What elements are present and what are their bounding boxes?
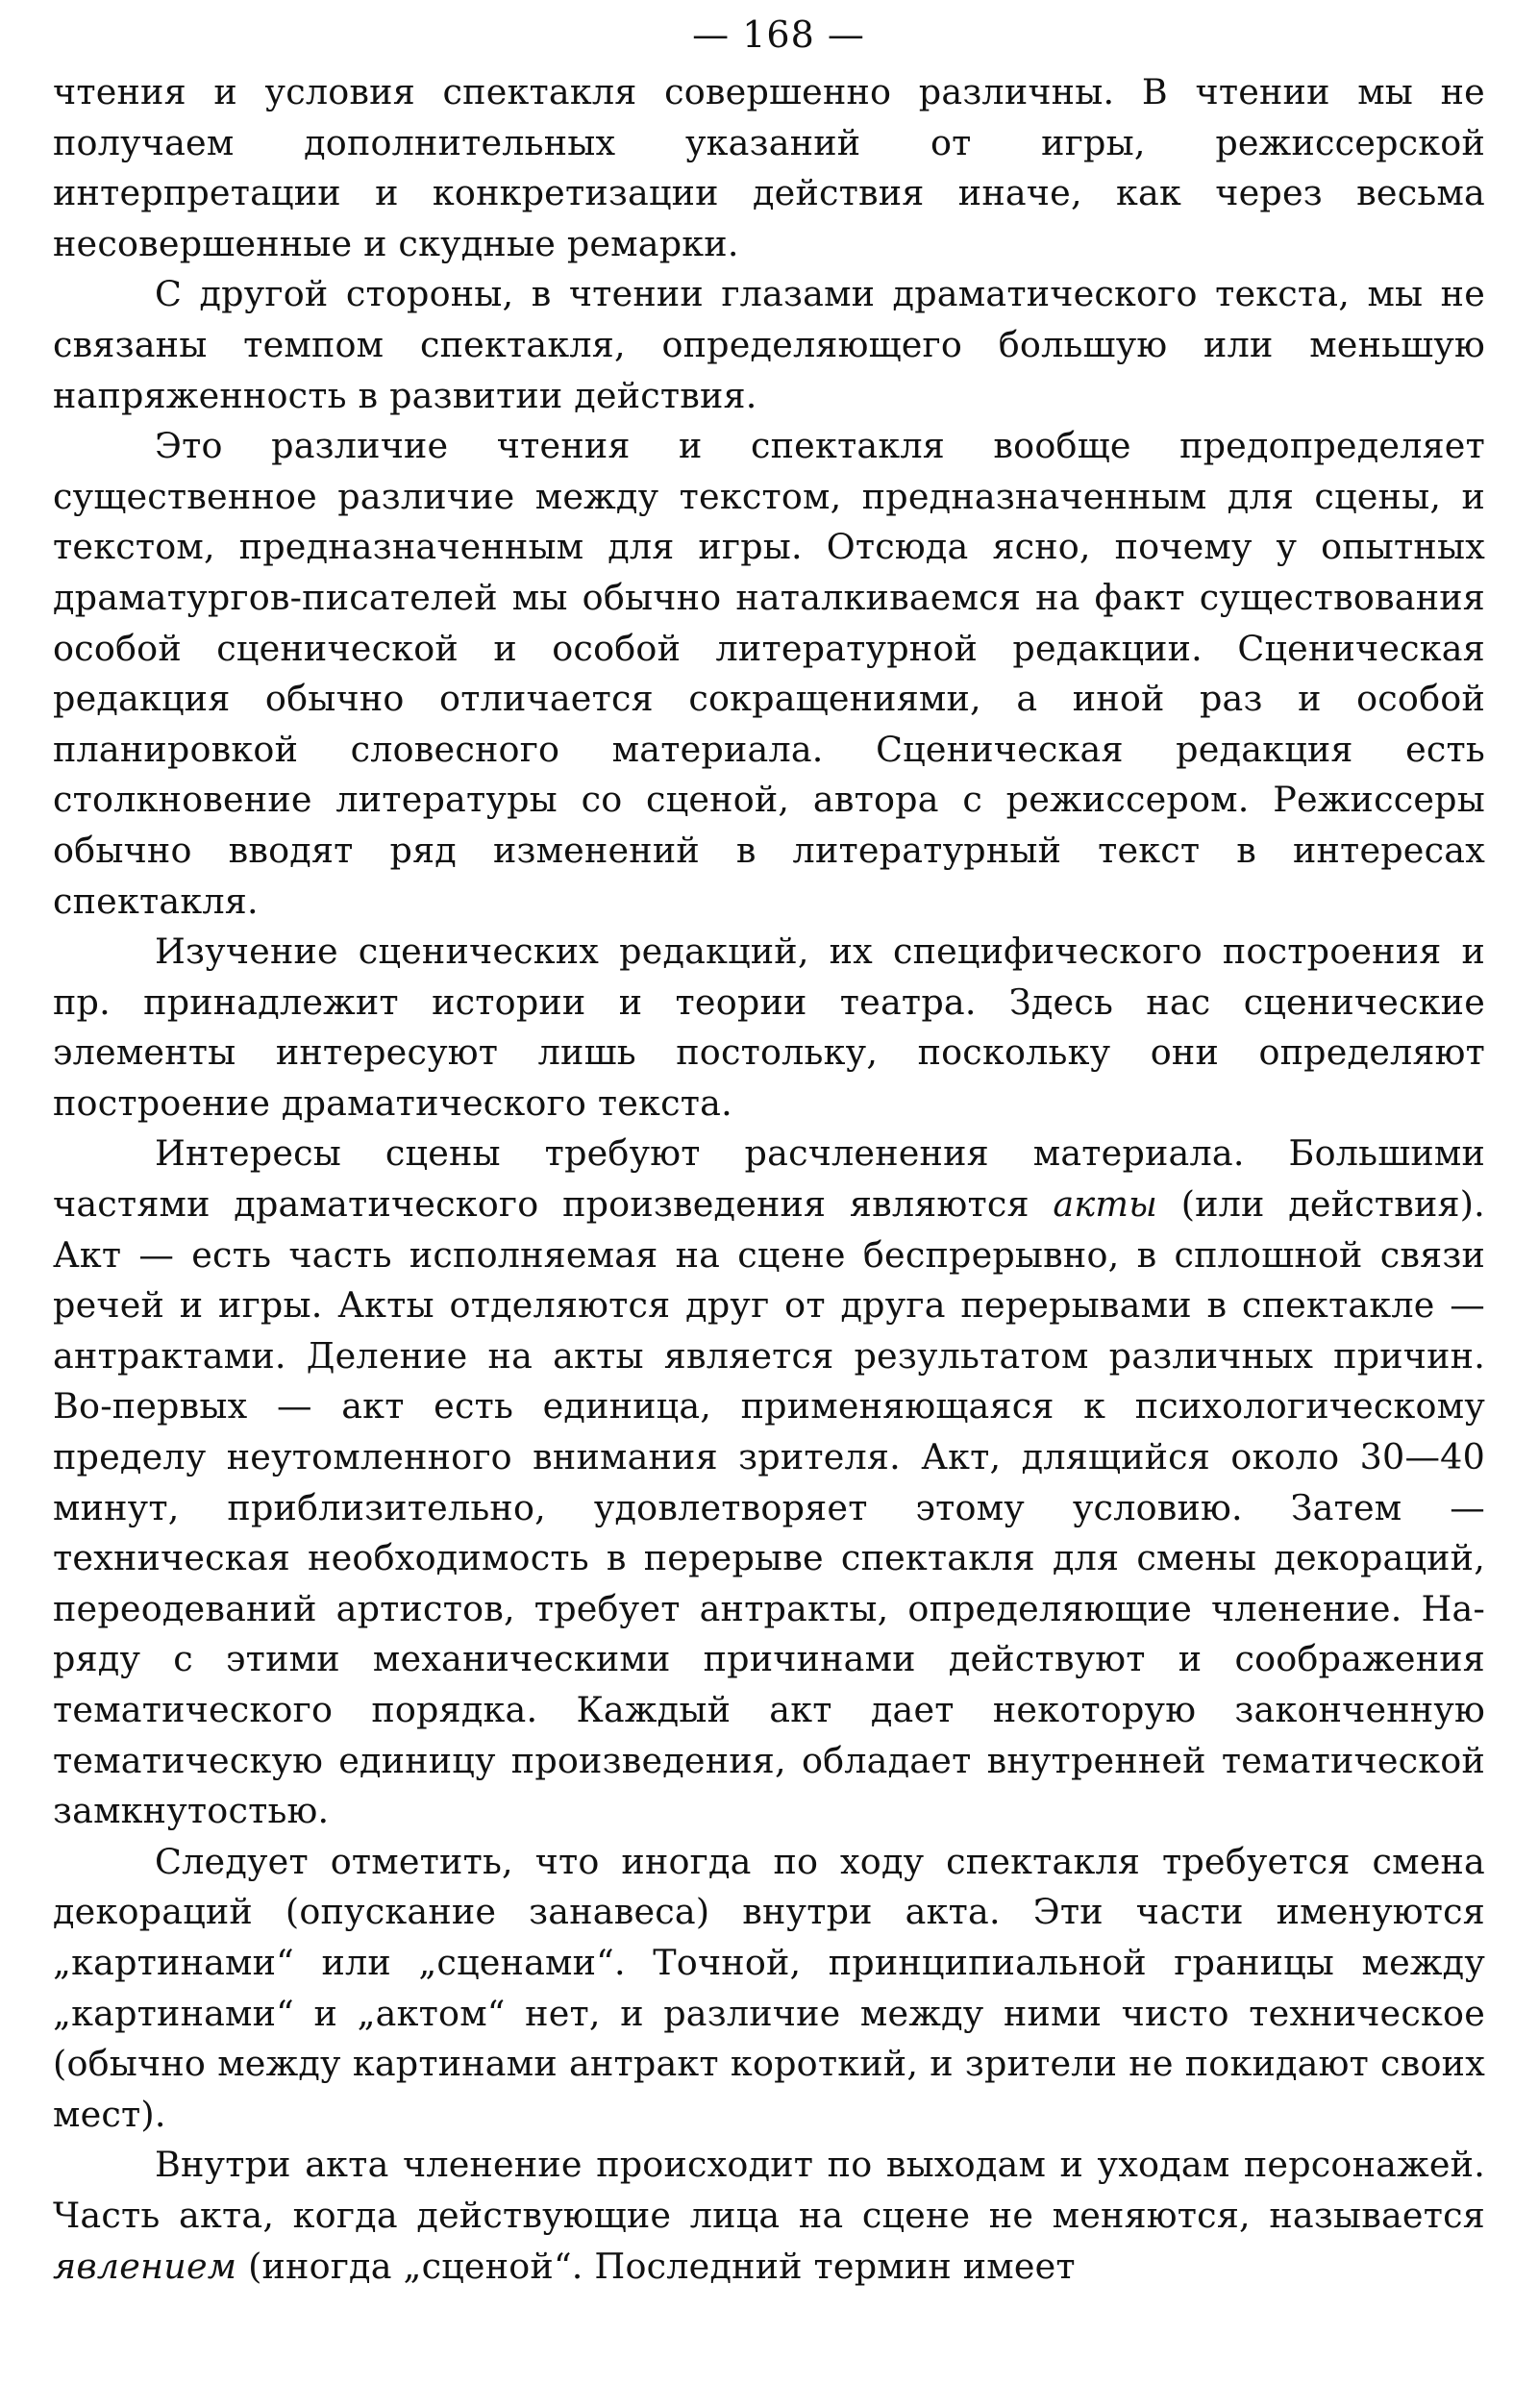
term-akty: акты [1053,1183,1158,1226]
paragraph-7-text-after: (иногда „сценой“. Последний термин имеет [236,2245,1076,2287]
body-text [53,67,1485,2292]
paragraph-5-text-after: (или действия). Акт — есть часть исполняемая на сцене беспрерывно, в сплошной связи речей и игры. Акты отделяются друг от друга перерывами в спектакле — антрактами. Деление на акты является результатом различных причин. Во-первых — акт есть единица, применяющаяся к психологическому пределу неутомленного внимания зрителя. Акт, длящийся около 30—40 минут, приблизительно, удовлетворяет этому условию. Затем — техническая необходимость в перерыве спектакля для смены декораций, переодеваний артистов, требует антракты, определяющие членение. На-ряду с этими механическими причинами действуют и соображения тематического порядка. Каждый акт дает некоторую законченную тематическую единицу произведения, обладает внутренней тематической замкнутостью. [53,1183,1485,1832]
paragraph-6: Следует отметить, что иногда по ходу спектакля требуется смена декораций (опускание занавеса) внутри акта. Эти части именуются „картинами“ или „сценами“. Точной, принципиальной границы между „картинами“ и „актом“ нет, и различие между ними чисто техническое (обычно между картинами антракт короткий, и зрители не покидают своих мест). [53,1840,1485,2135]
paragraph-7-text-before: Внутри акта членение происходит по выходам и уходам персонажей. Часть акта, когда действующие лица на сцене не меняются, называется [53,2144,1485,2236]
term-yavleniem: явлением [53,2245,237,2287]
book-page [53,0,1485,2292]
paragraph-5-text-before: Интересы сцены требуют расчленения материала. Большими частями драматического произведения являются [53,1132,1485,1226]
paragraph-2: С другой стороны, в чтении глазами драматического текста, мы не связаны темпом спектакля, определяющего большую или меньшую напряженность в развитии действия. [53,273,1485,416]
paragraph-7 [53,2140,1485,2292]
page-number: — 168 — [692,13,865,56]
paragraph-1: чтения и условия спектакля совершенно различны. В чтении мы не получаем дополнительных указаний от игры, режиссерской интерпретации и конкретизации действия иначе, как через весьма несовершенные и скудные ремарки. [53,71,1485,264]
paragraph-3: Это различие чтения и спектакля вообще предопределяет существенное различие между текстом, предназначенным для сцены, и текстом, предназначенным для игры. Отсюда ясно, почему у опытных драматургов-писателей мы обычно наталкиваемся на факт существования особой сценической и особой литературной редакции. Сценическая редакция обычно отличается сокращениями, а иной раз и особой планировкой словесного материала. Сценическая редакция есть столкновение литературы со сценой, автора с режиссером. Режиссеры обычно вводят ряд изменений в литературный текст в интересах спектакля. [53,425,1485,922]
paragraph-4: Изучение сценических редакций, их специфического построения и пр. принадлежит истории и теории театра. Здесь нас сценические элементы интересуют лишь постольку, поскольку они определяют построение драматического текста. [53,931,1485,1124]
paragraph-5 [53,1129,1485,1836]
